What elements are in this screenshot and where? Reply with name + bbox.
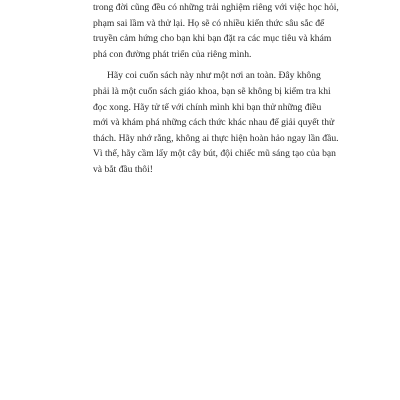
text-line: Vì thế, hãy cầm lấy một cây bút, đội chiếc mũ sáng tạo của bạn [93, 148, 336, 160]
text-line: trong đời cũng đều có những trải nghiệm riêng với việc học hỏi, [93, 2, 339, 13]
text-line: đọc xong. Hãy tử tế với chính mình khi bạn thử những điều [93, 101, 322, 113]
text-line: thách. Hãy nhớ rằng, không ai thực hiện hoàn hảo ngay lần đầu. [93, 132, 339, 144]
text-line: phải là một cuốn sách giáo khoa, bạn sẽ không bị kiểm tra khi [93, 85, 331, 97]
text-line: mới và khám phá những cách thức khác nhau để giải quyết thử [93, 117, 335, 129]
body-text [93, 0, 339, 178]
text-line: truyền cảm hứng cho bạn khi bạn đặt ra các mục tiêu và khám [93, 33, 332, 45]
paragraph-1 [93, 0, 339, 62]
text-line: phạm sai lầm và thử lại. Họ sẽ có nhiều kiến thức sâu sắc để [93, 17, 325, 29]
paragraph-2 [93, 68, 339, 177]
text-line: và bắt đầu thôi! [93, 163, 153, 175]
text-line: phá con đường phát triển của riêng mình. [93, 48, 252, 60]
text-line: Hãy coi cuốn sách này như một nơi an toàn. Đây không [107, 70, 321, 82]
